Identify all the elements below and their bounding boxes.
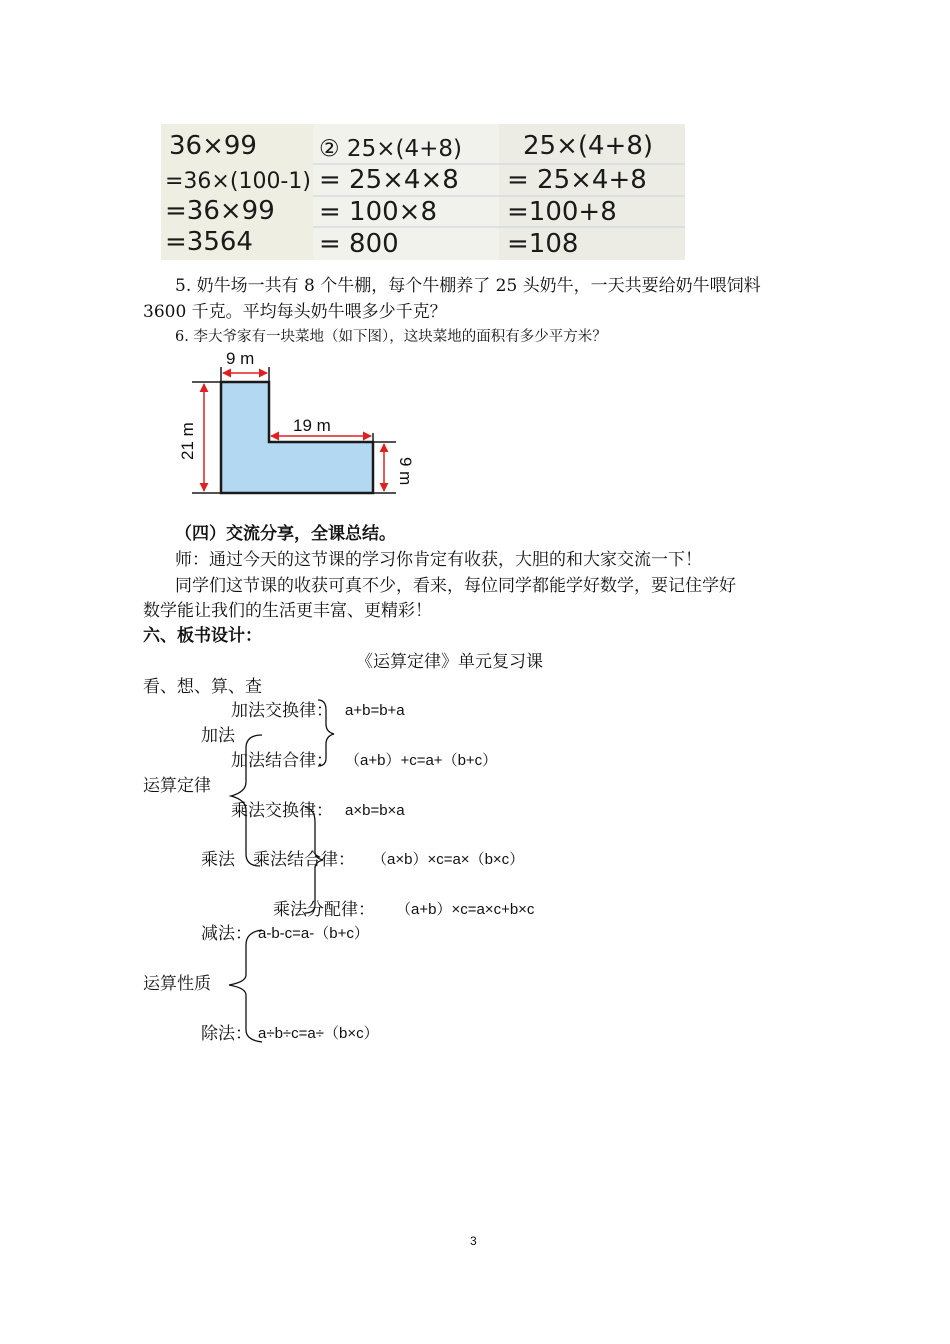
photo1-line-2: =36×(100-1): [165, 169, 311, 194]
photo2-line-4: = 800: [319, 229, 399, 259]
photo2-line-2: = 25×4×8: [319, 165, 459, 195]
add-comm-label: 加法交换律：: [231, 701, 333, 721]
laws-label: 运算定律: [143, 776, 211, 796]
mul-comm-label: 乘法交换律：: [231, 801, 333, 821]
division-label: 除法：: [201, 1024, 252, 1044]
summary-line-1: 同学们这节课的收获可真不少，看来，每位同学都能学好数学，要记住学好: [175, 576, 736, 596]
mul-comm-formula: a×b=b×a: [345, 802, 405, 819]
photo3-line-3: =100+8: [507, 197, 617, 227]
board-title: 《运算定律》单元复习课: [356, 652, 543, 672]
label-left-height: 21 m: [178, 422, 197, 460]
question-5-line-1: 5. 奶牛场一共有 8 个牛棚，每个牛棚养了 25 头奶牛，一天共要给奶牛喂饲料: [175, 276, 761, 296]
photo3-line-2: = 25×4+8: [507, 165, 647, 195]
question-6: 6. 李大爷家有一块菜地（如下图），这块菜地的面积有多少平方米？: [175, 329, 607, 345]
label-right-height: 9 m: [396, 457, 415, 486]
photo1-line-3: =36×99: [165, 196, 275, 226]
section-4-heading: （四）交流分享，全课总结。: [175, 524, 396, 544]
properties-brace: [229, 930, 262, 1042]
division-formula: a÷b÷c=a÷（b×c）: [258, 1025, 379, 1042]
subtraction-label: 减法：: [201, 924, 252, 944]
teacher-line: 师：通过今天的这节课的学习你肯定有收获，大胆的和大家交流一下！: [175, 550, 702, 570]
page-number: 3: [470, 1234, 477, 1248]
photo3-line-1: 25×(4+8): [523, 131, 654, 161]
photo3-line-4: =108: [507, 229, 579, 259]
question-5-line-2: 3600 千克。平均每头奶牛喂多少千克？: [143, 302, 447, 322]
properties-label: 运算性质: [143, 974, 211, 994]
addition-label: 加法: [201, 726, 235, 746]
mul-assoc-formula: （a×b）×c=a×（b×c）: [372, 851, 525, 868]
laws-brace: [231, 735, 262, 866]
multiplication-label: 乘法: [201, 850, 235, 870]
label-top-width: 9 m: [226, 349, 255, 368]
summary-line-2: 数学能让我们的生活更丰富、更精彩！: [143, 601, 432, 621]
board-steps: 看、想、算、查: [143, 677, 262, 697]
add-assoc-label: 加法结合律：: [231, 751, 333, 771]
section-6-heading: 六、板书设计：: [143, 626, 262, 646]
multiplication-brace: [305, 807, 323, 913]
label-inner-width: 19 m: [293, 416, 331, 435]
add-assoc-formula: （a+b）+c=a+（b+c）: [345, 752, 498, 769]
mul-assoc-label: 乘法结合律：: [253, 850, 355, 870]
add-comm-formula: a+b=b+a: [345, 702, 405, 719]
photo2-line-3: = 100×8: [319, 197, 438, 227]
photo1-line-1: 36×99: [169, 131, 257, 161]
subtraction-formula: a-b-c=a-（b+c）: [258, 925, 369, 942]
addition-brace: [318, 700, 334, 766]
mul-dist-formula: （a+b）×c=a×c+b×c: [396, 901, 535, 918]
mul-dist-label: 乘法分配律：: [273, 900, 375, 920]
photo2-line-1: ② 25×(4+8): [319, 136, 462, 162]
photo1-line-4: =3564: [165, 227, 253, 257]
